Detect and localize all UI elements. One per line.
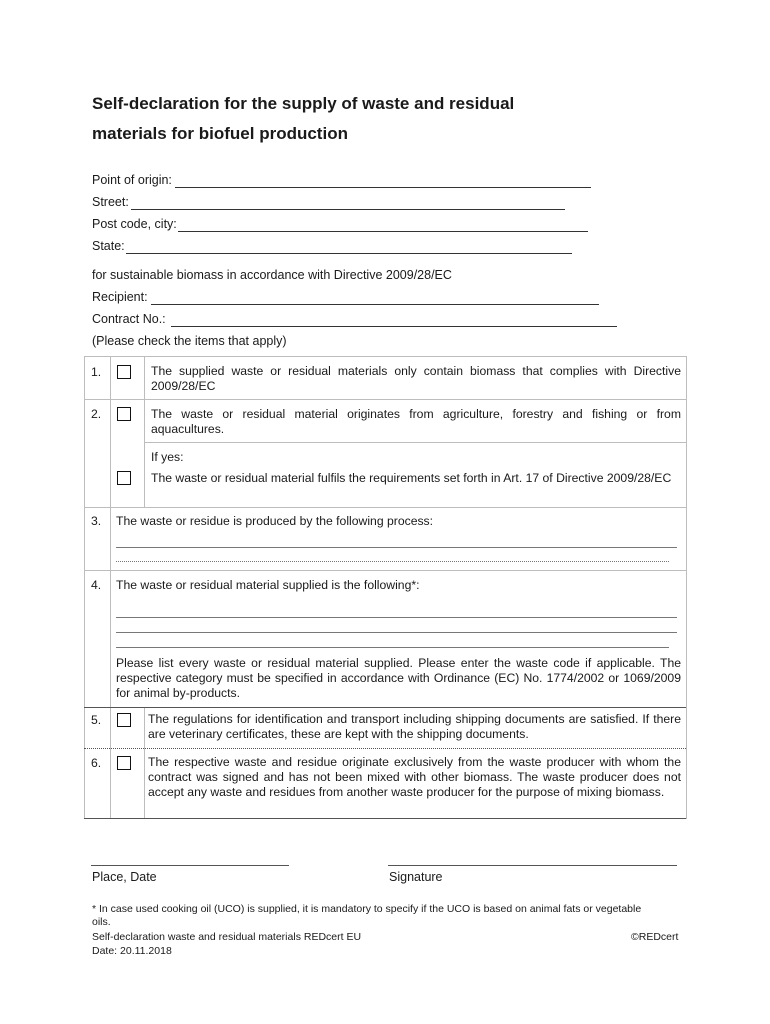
signature-line[interactable] xyxy=(388,865,677,866)
place-date-line[interactable] xyxy=(91,865,289,866)
item-2b-if-yes: If yes: xyxy=(151,450,184,464)
item-3-text: The waste or residue is produced by the following process: xyxy=(116,514,434,528)
street-input-line[interactable] xyxy=(131,209,565,210)
footnote: * In case used cooking oil (UCO) is supplied, it is mandatory to specify if the UCO is based on animal fats or vegetable oils. xyxy=(92,903,642,928)
post-code-city-label: Post code, city: xyxy=(92,217,177,231)
directive-text: for sustainable biomass in accordance with Directive 2009/28/EC xyxy=(92,268,452,282)
col-sep-check-56 xyxy=(144,707,145,818)
state-input-line[interactable] xyxy=(126,253,572,254)
col-sep-num xyxy=(110,356,111,507)
item-4-write-line-1[interactable] xyxy=(116,617,677,618)
table-border-right xyxy=(686,356,687,819)
item-6-checkbox[interactable] xyxy=(117,756,131,770)
recipient-label: Recipient: xyxy=(92,290,148,304)
state-label: State: xyxy=(92,239,125,253)
item-2b-checkbox[interactable] xyxy=(117,471,131,485)
item-6-text: The respective waste and residue originate exclusively from the waste producer with whom the contract was signed and has not been mixed with other biomass. The waste producer does not accept any waste and residues from another waste producer for the purpose of mixing biomass. xyxy=(148,755,681,799)
row-sep-2 xyxy=(144,442,686,443)
item-2-number: 2. xyxy=(91,407,102,421)
place-date-label: Place, Date xyxy=(92,870,157,884)
item-3-write-line-2[interactable] xyxy=(116,561,669,562)
table-border-left xyxy=(84,356,85,819)
item-1-number: 1. xyxy=(91,365,102,379)
item-6-number: 6. xyxy=(91,756,102,770)
item-4-number: 4. xyxy=(91,578,102,592)
item-5-checkbox[interactable] xyxy=(117,713,131,727)
post-code-city-input-line[interactable] xyxy=(178,231,588,232)
item-3-number: 3. xyxy=(91,514,102,528)
row-sep-2b xyxy=(84,507,686,508)
item-5-number: 5. xyxy=(91,713,102,727)
item-1-checkbox[interactable] xyxy=(117,365,131,379)
item-4-write-line-3[interactable] xyxy=(116,647,669,648)
item-2b-text: The waste or residual material fulfils the requirements set forth in Art. 17 of Directive 2009/28/EC xyxy=(151,471,672,485)
contract-no-input-line[interactable] xyxy=(171,326,617,327)
row-sep-1 xyxy=(84,399,686,400)
item-5-text: The regulations for identification and transport including shipping documents are satisfied. If there are veterinary certificates, these are kept with the shipping documents. xyxy=(148,712,681,741)
item-1-text: The supplied waste or residual materials only contain biomass that complies with Directive 2009/28/EC xyxy=(151,364,681,393)
footer-copyright: ©REDcert xyxy=(631,931,679,943)
contract-no-label: Contract No.: xyxy=(92,312,166,326)
recipient-input-line[interactable] xyxy=(151,304,599,305)
row-sep-5 xyxy=(84,748,686,749)
col-sep-num-56 xyxy=(110,707,111,818)
row-sep-4 xyxy=(84,707,686,708)
row-sep-3 xyxy=(84,570,686,571)
col-sep-check xyxy=(144,356,145,507)
item-2-checkbox[interactable] xyxy=(117,407,131,421)
point-of-origin-label: Point of origin: xyxy=(92,173,172,187)
item-4-write-line-2[interactable] xyxy=(116,632,677,633)
footer-date: Date: 20.11.2018 xyxy=(92,945,172,957)
table-border-top xyxy=(84,356,686,357)
check-instruction: (Please check the items that apply) xyxy=(92,334,287,348)
table-border-bottom xyxy=(84,818,686,819)
col-sep-num-34 xyxy=(110,507,111,707)
street-label: Street: xyxy=(92,195,129,209)
point-of-origin-input-line[interactable] xyxy=(175,187,591,188)
footer-document-name: Self-declaration waste and residual materials REDcert EU xyxy=(92,931,362,943)
item-4-note: Please list every waste or residual material supplied. Please enter the waste code if applicable. The respective category must be specified in accordance with Ordinance (EC) No. 1774/2002 or 1069/2009 for animal by-products. xyxy=(116,656,681,700)
item-4-text: The waste or residual material supplied is the following*: xyxy=(116,578,420,592)
document-title-line-2: materials for biofuel production xyxy=(92,124,348,143)
signature-label: Signature xyxy=(389,870,443,884)
item-2-text: The waste or residual material originates from agriculture, forestry and fishing or from aquacultures. xyxy=(151,407,681,436)
document-title-line-1: Self-declaration for the supply of waste and residual xyxy=(92,94,515,113)
item-3-write-line-1[interactable] xyxy=(116,547,677,548)
